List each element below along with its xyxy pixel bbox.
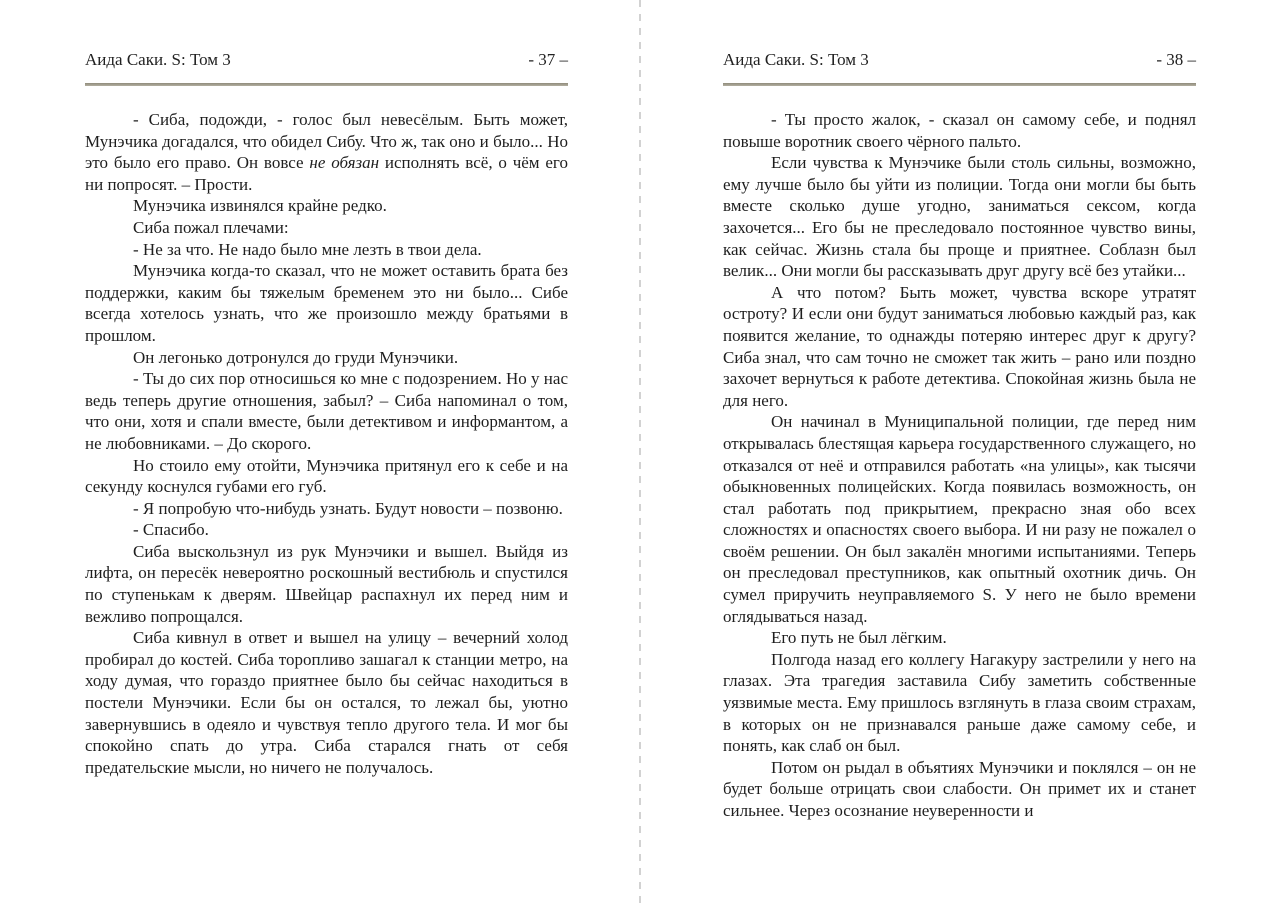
book-title: Аида Саки. S: Том 3 bbox=[85, 50, 231, 69]
paragraph bbox=[85, 519, 568, 541]
text-run: Он легонько дотронулся до груди Мунэчики. bbox=[133, 347, 459, 367]
text-run: Потом он рыдал в объятиях Мунэчики и поклялся – он не будет больше отрицать свои слабости. Он примет их и станет сильнее. Через осознание неуверенности и bbox=[723, 757, 1196, 820]
page-body bbox=[723, 109, 1196, 822]
paragraph bbox=[85, 368, 568, 454]
text-run: - Сиба, подожди, - голос был невесёлым. Быть может, Мунэчика догадался, что обидел Сибу. Что ж, так оно и было... Но это было его право. Он вовсе bbox=[85, 110, 568, 173]
text-run: Но стоило ему отойти, Мунэчика притянул его к себе и на секунду коснулся губами его губ. bbox=[85, 455, 568, 497]
paragraph bbox=[723, 411, 1196, 627]
book-title: Аида Саки. S: Том 3 bbox=[723, 50, 869, 69]
page-number: - 38 – bbox=[1156, 50, 1196, 69]
text-run: Сиба кивнул в ответ и вышел на улицу – вечерний холод пробирал до костей. Сиба торопливо зашагал к станции метро, на ходу думая, что гораздо приятнее было бы сейчас находиться в постели Мунэчики. Если бы он остался, то лежал бы, уютно завернувшись в одеяло и чувствуя тепло другого тела. И мог бы спокойно спать до утра. Сиба старался гнать от себя предательские мысли, но ничего не получалось. bbox=[85, 628, 568, 777]
paragraph bbox=[85, 217, 568, 239]
text-run: Он начинал в Муниципальной полиции, где перед ним открывалась блестящая карьера государственного служащего, но отказался от неё и отправился работать «на улицы», как тысячи обыкновенных полицейских. Когда появилась возможность, он стал работать под прикрытием, прекрасно зная обо всех сложностях и опасностях своего выбора. И ни разу не пожалел о своём решении. Он был закалён многими испытаниями. Теперь он преследовал преступников, как опытный охотник дичь. Он сумел приручить неуправляемого S. У него не было времени оглядываться назад. bbox=[723, 412, 1196, 626]
paragraph bbox=[85, 260, 568, 346]
text-run: Его путь не был лёгким. bbox=[771, 628, 947, 648]
page-body bbox=[85, 109, 568, 778]
paragraph bbox=[723, 152, 1196, 282]
page-header bbox=[723, 50, 1196, 70]
paragraph bbox=[85, 541, 568, 627]
page-header bbox=[85, 50, 568, 70]
page-37 bbox=[85, 0, 568, 905]
paragraph bbox=[85, 455, 568, 498]
paragraph bbox=[85, 627, 568, 778]
header-rule bbox=[85, 83, 568, 86]
text-run: Полгода назад его коллегу Нагакуру застрелили у него на глазах. Эта трагедия заставила Сибу заметить собственные уязвимые места. Ему пришлось взглянуть в глаза своим страхам, в которых он не признавался раньше даже самому себе, и понять, как слаб он был. bbox=[723, 649, 1196, 756]
text-run: - Не за что. Не надо было мне лезть в твои дела. bbox=[133, 239, 482, 259]
page-separator-dashed-line bbox=[639, 0, 641, 905]
text-run: - Я попробую что-нибудь узнать. Будут новости – позвоню. bbox=[133, 498, 563, 518]
page-38 bbox=[723, 0, 1196, 905]
paragraph bbox=[85, 195, 568, 217]
text-run: Мунэчика когда-то сказал, что не может оставить брата без поддержки, каким бы тяжелым бременем это ни было... Сибе всегда хотелось узнать, что же произошло между братьями в прошлом. bbox=[85, 261, 568, 345]
text-run: Мунэчика извинялся крайне редко. bbox=[133, 196, 387, 216]
page-number: - 37 – bbox=[528, 50, 568, 69]
text-run: Если чувства к Мунэчике были столь сильны, возможно, ему лучше было бы уйти из полиции. Тогда они могли бы быть вместе сколько душе угодно, заниматься сексом, когда захочется... Его бы не преследовало постоянное чувство вины, как сейчас. Жизнь стала бы проще и приятнее. Соблазн был велик... Они могли бы рассказывать друг другу всё без утайки... bbox=[723, 153, 1196, 281]
text-run: - Ты просто жалок, - сказал он самому себе, и поднял повыше воротник своего чёрного пальто. bbox=[723, 110, 1196, 151]
text-run: - Спасибо. bbox=[133, 520, 209, 540]
paragraph bbox=[723, 757, 1196, 822]
header-rule bbox=[723, 83, 1196, 86]
text-run: Сиба пожал плечами: bbox=[133, 217, 289, 237]
paragraph bbox=[85, 109, 568, 195]
text-run: - Ты до сих пор относишься ко мне с подозрением. Но у нас ведь теперь другие отношения, забыл? – Сиба напоминал о том, что они, хотя и спали вместе, были детективом и информантом, а не любовниками. – До скорого. bbox=[85, 369, 568, 453]
paragraph bbox=[723, 649, 1196, 757]
paragraph bbox=[85, 498, 568, 520]
paragraph bbox=[85, 347, 568, 369]
paragraph bbox=[723, 109, 1196, 152]
paragraph bbox=[723, 627, 1196, 649]
text-run: исполнять всё, о чём его ни попросят. – Прости. bbox=[85, 153, 568, 194]
emphasized-text: не обязан bbox=[309, 153, 380, 173]
paragraph bbox=[85, 239, 568, 261]
paragraph bbox=[723, 282, 1196, 412]
text-run: Сиба выскользнул из рук Мунэчики и вышел. Выйдя из лифта, он пересёк невероятно роскошный вестибюль и спустился по ступенькам к дверям. Швейцар распахнул их перед ним и вежливо попрощался. bbox=[85, 541, 568, 626]
text-run: А что потом? Быть может, чувства вскоре утратят остроту? И если они будут заниматься любовью каждый раз, как появится желание, то однажды потеряю интерес друг к другу? Сиба знал, что сам точно не сможет так жить – рано или поздно захочет вернуться к работе детектива. Спокойная жизнь была не для него. bbox=[723, 282, 1196, 410]
